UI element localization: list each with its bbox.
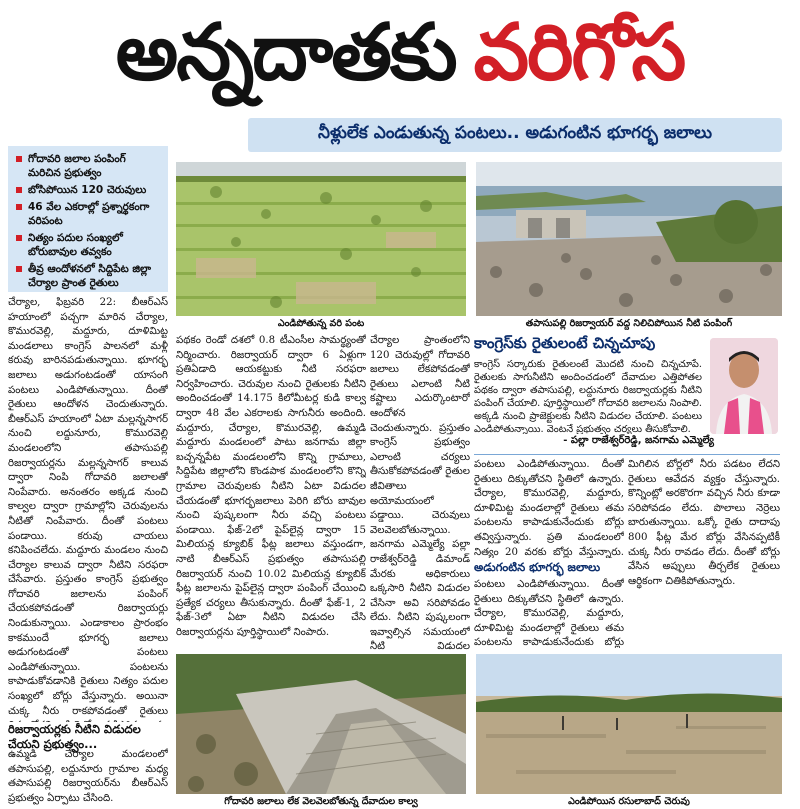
photo-caption-4: ఎండిపోయిన రసులాబాద్ చెరువు <box>568 796 690 807</box>
highlight-bullets <box>8 146 168 292</box>
bullet-item: తీవ్ర ఆందోళనలో సిద్దిపేట జిల్లా చేర్యాల ప్రాంత రైతులు <box>16 262 162 290</box>
headline <box>18 6 782 118</box>
photo-caption-3: గోదావరి జలాలు లేక వెలవెలబోతున్న దేవాదుల కాల్వ <box>224 796 418 807</box>
photo-caption-2: తపాసుపల్లి రిజర్వాయర్ వద్ద నిలిచిపోయిన నీటి పంపింగ్ <box>525 318 733 329</box>
bullet-item: గోదావరి జలాల పంపింగ్ మరిచిన ప్రభుత్వం <box>16 152 162 180</box>
quote-box-signature: - పల్లా రాజేశ్వర్‌రెడ్డి, జనగామ ఎమ్మెల్యే <box>563 435 714 446</box>
canal-photo <box>176 654 466 794</box>
article-column-3: చేర్యాల ప్రాంతంలోని 120 చెరువుల్లో గోదావరి జలాలు లేకపోవడంతో రైతులు ఎలాంటి నీటి కష్టాలు ఎదుర్కొంటారో ఆందోళన చెందుతున్నారు. ప్రస్తుతం కాంగ్రెస్ ప్రభుత్వం ఎలాంటి చర్యలు తీసుకోకపోవడంతో రైతుల జీవితాలు అయోమయంలో పడ్డాయి. చెరువులు వెలవెలబోతున్నాయి. జనగామ ఎమ్మెల్యే పల్లా రాజేశ్వర్‌రెడ్డి డిమాండ్ మేరకు అధికారులు ఒక్కసారి నీటిని విడుదల చేసినా అవి సరిపోవడం లేదు. నీటిని పుష్కలంగా ఇవ్వాల్సిన సమయంలో నీటి విడుదల <box>370 335 470 652</box>
article-column-1: చేర్యాల, ఫిబ్రవరి 22: బీఆర్‌ఎస్ హయాంలో పచ్చగా మారిన చేర్యాల, కొమురవెల్లి, మద్దూరు, దూళిమిట్ట మండలాలు కాంగ్రెస్ పాలనలో మళ్లీ కరువు బారినపడుతున్నాయి. భూగర్భ జలాలు అడుగంటడంతో యాసంగి పంటలు ఎండిపోతున్నాయి. దీంతో రైతులు ఆందోళన చెందుతున్నారు. బీఆర్‌ఎస్ హయాంలో ఏటా మల్లన్నసాగర్ నుంచి లద్దునూరు, కొమురవెల్లి మండలంలోని తపాసుపల్లి రిజర్వాయర్లను మల్లన్నసాగర్ కాలువ ద్వారా నింపి గోదావరి జలాలతో నింపేవారు. అనంతరం అక్కడ నుంచి కాల్వల ద్వారా గ్రామాల్లోని చెరువులను నీటితో నింపేవారు. దీంతో పంటలు పండాయి. కరువు చాయలు కనిపించలేదు. మద్దూరు మండలం నుంచి చేర్యాల కాలువ ద్వారా నీటిని సరఫరా చేసేవారు. ప్రస్తుతం కాంగ్రెస్ ప్రభుత్వం గోదావరి జలాలను పంపింగ్ చేయకపోవడంతో రిజర్వాయర్లు నిండుకున్నాయి. ఎండాకాలం ప్రారంభం కాకముందే భూగర్భ జలాలు అడుగంటడంతో పంటలు ఎండిపోతున్నాయి. పంటలను కాపాడుకోవడానికి రైతులు నిత్యం పదుల సంఖ్యలో బోర్లు వేస్తున్నారు. అయినా చుక్క నీరు రాకపోవడంతో రైతులు <box>8 297 168 717</box>
quote-box-text: కాంగ్రెస్ సర్కారుకు రైతులంటే మొదటి నుంచి చిన్నచూపే. రైతులకు సాగునీటిని అందించడంలో దేవాదుల ఎత్తిపోతల పథకం ద్వారా తపాసుపల్లి, లద్దునూరు రిజర్వాయర్లకు నీటిని పంపింగ్ చేయాలి. పూర్తిస్థాయిలో గోదావరి జలాలను నింపాలి. అక్కడి నుంచి ప్రాజెక్టులకు నీటిని విడుదల చేయాలి. పంటలు ఎండిపోతున్నాయి. వెంటనే ప్రభుత్వం చర్యలు తీసుకోవాలి. <box>474 359 702 434</box>
article-column-4b: పంటలు ఎండిపోతున్నాయి. దీంతో రైతులు దిక్కుతోచని స్థితిలో ఉన్నారు. చేర్యాల, కొమురవెల్లి, మద్దూరు, దూళిమిట్ట మండలాల్లో రైతులు తమ పంటలను కాపాడుకునేందుకు బోర్లు <box>474 579 624 648</box>
quote-box-title: కాంగ్రెస్‌కు రైతులంటే చిన్నచూపు <box>474 334 656 352</box>
reservoir-photo <box>476 162 782 316</box>
mla-portrait <box>710 338 778 434</box>
article-column-5: మిగిలిన బోర్లలో నీరు పడటం లేదని రైతులు ఆవేదన వ్యక్తం చేస్తున్నారు. కొన్నింట్లో అరకొరగా వచ్చిన నీరు కూడా సరిపోవడం లేదు. పొలాలు నెర్రెలు బారుతున్నాయి. ఒక్కో రైతు దాదాపు 800 ఫీట్ల మేర బోర్లు వేసినప్పటికీ చుక్క నీరు రావడం లేదు. దీంతో బోర్లు వేసిన అప్పులు తీర్చలేక రైతులు ఆర్థికంగా చితికిపోతున్నారు. <box>628 459 780 587</box>
column-1-subheading: రిజర్వాయర్లకు నీటిని విడుదల చేయని ప్రభుత్వం... <box>8 722 141 751</box>
quote-box <box>474 334 780 454</box>
headline-part2: వరిగోస <box>473 7 685 98</box>
bullet-item: నిత్యం పదుల సంఖ్యలో బోరుబావుల తవ్వకం <box>16 231 162 259</box>
column-4-subheading: అడుగంటిన భూగర్భ జలాలు <box>474 560 601 574</box>
article-column-1b: ఉమ్మడి చేర్యాల మండలంలో తపాసుపల్లి, లద్దునూరు గ్రామాల మధ్య తపాసుపల్లి రిజర్వాయర్‌ను బీఆర్‌ఎస్ ప్రభుత్వం ఏర్పాటు చేసింది. <box>8 749 168 804</box>
paddy-field-photo <box>176 162 466 316</box>
bullet-item: 46 వేల ఎకరాల్లో ప్రశ్నార్థకంగా వరిపంట <box>16 200 162 228</box>
article-column-4: పంటలు ఎండిపోతున్నాయి. దీంతో రైతులు దిక్కుతోచని స్థితిలో ఉన్నారు. చేర్యాల, కొమురవెల్లి, మద్దూరు, దూళిమిట్ట మండలాల్లో రైతులు తమ పంటలను కాపాడుకునేందుకు బోర్లు తవ్విస్తున్నారు. ప్రతి మండలంలో నిత్యం 20 వరకు బోర్లు వేస్తున్నారు. <box>474 459 624 558</box>
photo-caption-1: ఎండిపోతున్న వరి పంట <box>277 318 365 329</box>
headline-part1: అన్నదాతకు <box>115 7 456 98</box>
divider <box>474 454 780 455</box>
bullet-item: బోసిపోయిన 120 చెరువులు <box>16 183 162 197</box>
article-column-2: పథకం రెండో దశలో 0.8 టీఎంసీల సామర్థ్యంతో నిర్మించారు. రిజర్వాయర్ ద్వారా 6 ఏళ్లుగా ప్రతిఏడాది ఆయకట్టుకు నీటి సరఫరా నిర్వహించారు. చెరువుల నుంచి రైతులకు నీటిని అందించడంతో 14.175 కిలోమీటర్ల కుడి కాల్వ ద్వారా 48 వేల ఎకరాలకు సాగునీరు అందింది. మద్దూరు, చేర్యాల, కొమురవెల్లి, ఉమ్మడి మద్దూరు మండలంలో పాటు జనగామ జిల్లా బచ్చన్నపేట మండలంలోని కొన్ని గ్రామాలు, సిద్దిపేట జిల్లాలోని కొండపాక మండలంలోని కొన్ని గ్రామాల చెరువులకు నీటిని ఏటా విడుదల చేయడంతో భూగర్భజలాలు పెరిగి బోరు బావుల నుంచి పుష్కలంగా నీరు వచ్చి పంటలు పండాయి. ఫేజ్-2లో పైప్‌లైన్ల ద్వారా 15 మిలియన్ల క్యూబిక్ ఫీట్ల జలాలు వస్తుండగా, నాటి బీఆర్‌ఎస్ ప్రభుత్వం తపాసుపల్లి రిజర్వాయర్ నుంచి 10.02 మిలియన్ల క్యూబిక్ ఫీట్ల జలాలను పైప్‌లైన్ల ద్వారా పంపింగ్ చేయించి ప్రత్యేక చర్యలు తీసుకున్నారు. దీంతో ఫేజ్-1, 2 ఫేజ్-3లో ఏటా నీటిని విడుదల చేసి రిజర్వాయర్లను పూర్తిస్థాయిలో నింపారు. <box>176 335 366 638</box>
subheadline: నీళ్లులేక ఎండుతున్న పంటలు.. అడుగంటిన భూగర్భ జలాలు <box>248 118 782 152</box>
dry-tank-photo <box>476 654 782 794</box>
